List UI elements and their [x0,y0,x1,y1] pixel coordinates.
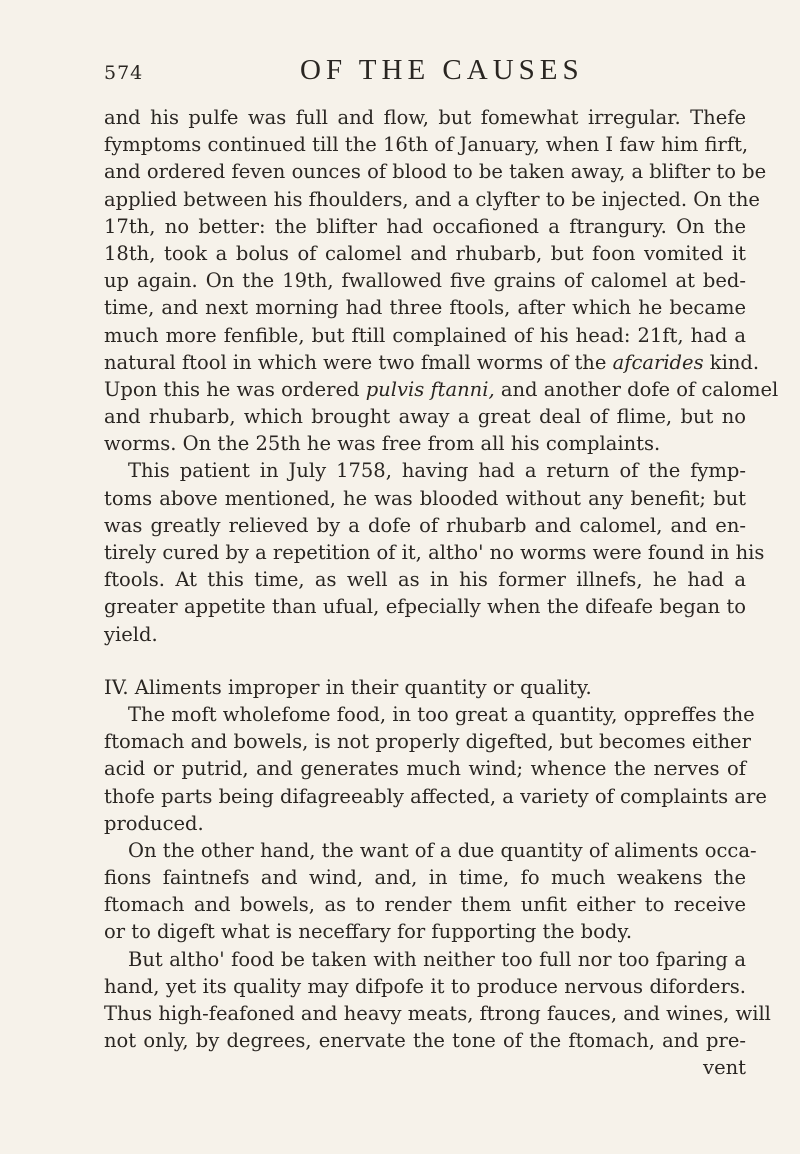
section-heading: IV. Aliments improper in their quantity or quality. [104,675,592,699]
text-line: The moft wholefome food, in too great a quantity, oppreffes the [128,702,755,726]
text-line-pulvis [104,376,779,403]
text-line: 18th, took a bolus of calomel and rhubarb, but foon vomited it [104,241,746,265]
text-segment: natural ftool in which were two fmall worms of the [104,350,607,374]
page-number: 574 [104,62,144,84]
text-line: was greatly relieved by a dofe of rhubarb and calomel, and en- [104,513,746,537]
text-line: greater appetite than ufual, efpecially when the difeafe began to [104,595,746,619]
body-text [104,104,779,1082]
text-segment: Upon this he was ordered [104,377,360,401]
text-line: Thus high-feafoned and heavy meats, ftrong fauces, and wines, will [104,1002,771,1025]
text-line: ftomach and bowels, is not properly digefted, but becomes either [104,730,751,754]
text-line: acid or putrid, and generates much wind; whence the nerves of [104,757,746,781]
text-line: toms above mentioned, he was blooded without any benefit; but [104,486,746,510]
text-line: applied between his fhoulders, and a clyfter to be injected. On the [104,187,760,211]
text-line: time, and next morning had three ftools, after which he became [104,296,746,320]
section-gap [104,648,746,674]
catchword: vent [703,1056,746,1080]
text-line: ftomach and bowels, as to render them unfit either to receive [104,893,746,917]
text-line: hand, yet its quality may difpofe it to produce nervous diforders. [104,974,746,998]
text-line: 17th, no better: the blifter had occafioned a ftrangury. On the [104,214,746,238]
text-line: ftools. At this time, as well as in his former illnefs, he had a [104,568,746,592]
page-header [104,54,740,94]
text-line: thofe parts being difagreeably affected, a variety of complaints are [104,784,767,808]
text-line: and his pulfe was full and flow, but fomewhat irregular. Thefe [104,106,746,129]
text-line: fions faintnefs and wind, and, in time, fo much weakens the [104,866,746,890]
text-line-ascarides [104,349,760,376]
text-line: up again. On the 19th, fwallowed five grains of calomel at bed- [104,269,746,293]
text-line: not only, by degrees, enervate the tone of the ftomach, and pre- [104,1029,746,1053]
text-line: fymptoms continued till the 16th of January, when I faw him firft, [104,133,749,157]
text-line: produced. [104,811,204,835]
text-line: much more fenfible, but ftill complained of his head: 21ft, had a [104,323,746,347]
text-line: On the other hand, the want of a due quantity of aliments occa- [128,838,757,862]
text-segment: kind. [703,350,760,374]
text-line: worms. On the 25th he was free from all his complaints. [104,432,661,456]
italic-term-pulvis: pulvis ftanni, [365,377,495,401]
text-line: and rhubarb, which brought away a great deal of flime, but no [104,405,746,429]
text-line: and ordered feven ounces of blood to be taken away, a blifter to be [104,160,767,184]
text-line: But altho' food be taken with neither too full nor too fparing a [128,947,746,971]
italic-term-ascarides: afcarides [612,350,704,374]
text-segment: and another dofe of calomel [494,377,779,401]
text-line: yield. [104,622,158,646]
running-head: OF THE CAUSES [300,54,584,86]
text-line: or to digeft what is neceffary for fupporting the body. [104,920,633,944]
text-line: tirely cured by a repetition of it, altho' no worms were found in his [104,541,765,564]
text-line: This patient in July 1758, having had a return of the fymp- [128,459,746,483]
